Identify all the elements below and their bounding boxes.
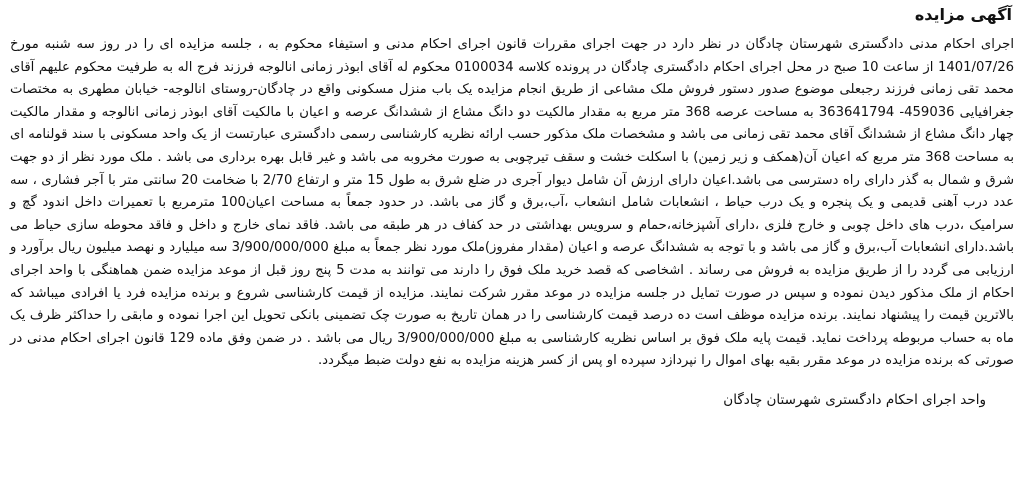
notice-signature: واحد اجرای احکام دادگستری شهرستان چادگان [723,391,986,408]
auction-notice [8,4,1016,411]
notice-body: اجرای احکام مدنی دادگستری شهرستان چادگان در نظر دارد در جهت اجرای مقررات قانون اجرای احکام مدنی و استیفاء محکوم به ، جلسه مزایده ای را در روز سه شنبه مورخ 1401/07/26 از ساعت 10 صبح در محل اجرای احکام دادگستری چادگان در پرونده کلاسه 0100034 محکوم له آقای ابوذر زمانی انالوجه فرزند فرج اله به طرفیت محکوم علیهم آقای محمد تقی زمانی فرزند رجبعلی موضوع صدور دستور فروش ملک مشاعی از طریق انجام مزایده یک باب منزل مسکونی واقع در چادگان-روستای انالوجه- خیابان مطهری به مختصات جغرافیایی 459036- 363641794 به مساحت عرصه 368 متر مربع به مقدار مالکیت دو دانگ مشاع از ششدانگ عرصه و اعیان با مالکیت آقای ابوذر زمانی انالوجه و مقدار مالکیت چهار دانگ مشاع از ششدانگ آقای محمد تقی زمانی می باشد و مشخصات ملک مذکور حسب ارائه نظریه کارشناسی رسمی دادگستری عبارتست از یک واحد مسکونی با سند قولنامه ای به مساحت 368 متر مربع که اعیان آن(همکف و زیر زمین) با اسکلت خشت و سقف تیرچوبی به صورت مخروبه می باشد و غیر قابل بهره برداری می باشد . ملک مورد نظر از دو جهت شرق و شمال به گذر دارای راه دسترسی می باشد.اعیان دارای ارزش آن شامل دیوار آجری در ضلع شرق به طول 15 متر و ارتفاع 2/70 با ضخامت 20 سانتی متر با آجر فشاری ، سه عدد درب آهنی قدیمی و یک پنجره و یک درب حیاط ، انشعابات شامل انشعاب ،آب،برق و گاز می باشد. در حدود جمعاً به مساحت اعیان100 مترمربع با تعمیرات داخل اندود گچ و سرامیک ،درب های داخل چوبی و خارج فلزی ،دارای آشپزخانه،حمام و سرویس بهداشتی در حد کفاف در هر طبقه می باشد. فاقد نمای خارج و داخل و فاقد محوطه سازی حیاط می باشد.دارای انشعابات آب،برق و گاز می باشد و با توجه به ششدانگ عرصه و اعیان (مقدار مفروز)ملک مورد نظر جمعاً به مبلغ 3/900/000/000 سه میلیارد و نهصد میلیون ریال برآورد و ارزیابی می گردد را از طریق مزایده به فروش می رساند . اشخاصی که قصد خرید ملک فوق را دارند می توانند به مدت 5 پنج روز قبل از موعد مزایده ضمن هماهنگی با واحد اجرای احکام از ملک مذکور دیدن نموده و سپس در صورت تمایل در جلسه مزایده در موعد مقرر شرکت نمایند. مزایده از قیمت کارشناسی شروع و برنده مزایده فرد یا افرادی میباشد که بالاترین قیمت را پیشنهاد نمایند. برنده مزایده موظف است ده درصد قیمت کارشناسی را در همان تاریخ به صورت چک تضمینی بانکی تحویل این اجرا نموده و مابقی را حداکثر ظرف یک ماه به حساب مربوطه پرداخت نماید. قیمت پایه ملک فوق بر اساس نظریه کارشناسی به مبلغ 3/900/000/000 ریال می باشد . در ضمن وفق ماده 129 قانون اجرای احکام مدنی در صورتی که برنده مزایده در موعد مقرر بقیه بهای اموال را نپردازد سپرده او پس از کسر هزینه مزایده به نفع دولت ضبط میگردد. [10,37,1015,369]
notice-title: آگهی مزایده [914,5,1012,24]
